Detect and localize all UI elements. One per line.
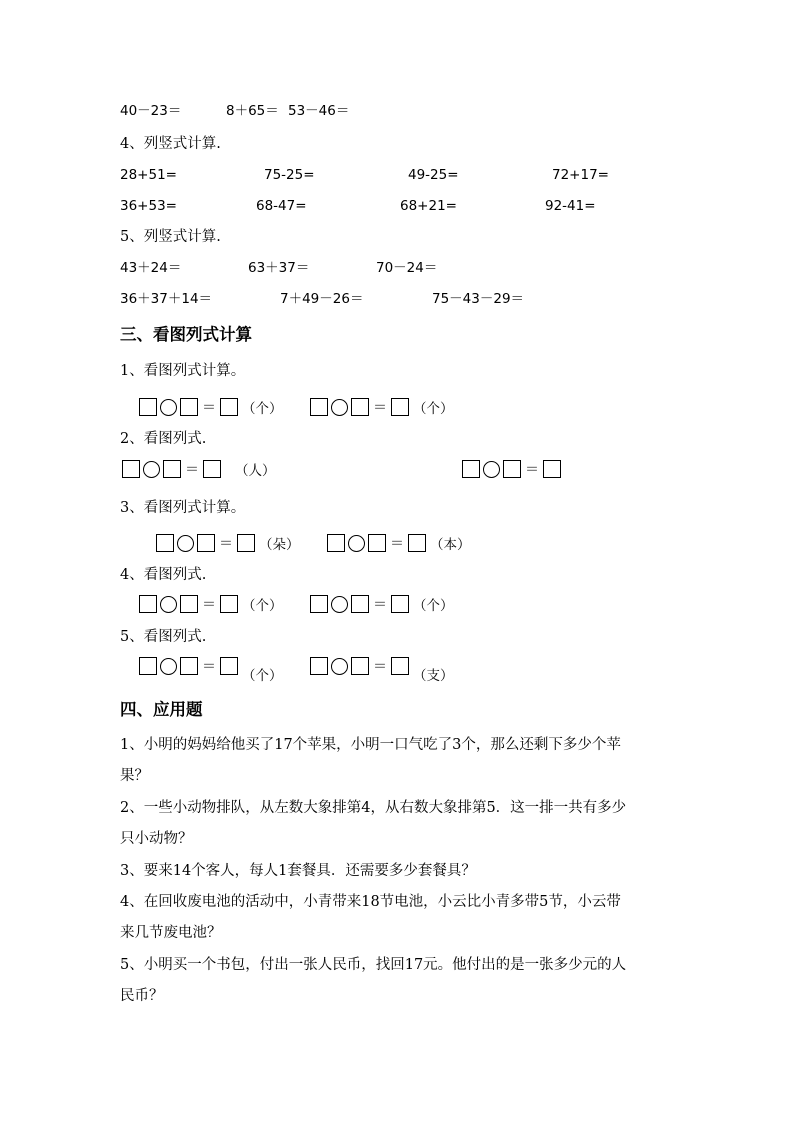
equals-sign: ＝ — [202, 400, 216, 416]
answer-box[interactable] — [310, 657, 328, 675]
operator-circle[interactable] — [160, 658, 177, 675]
unit-label: （个） — [242, 401, 283, 417]
answer-box[interactable] — [237, 534, 255, 552]
s3-item5-eq1 — [139, 655, 283, 684]
operator-circle[interactable] — [331, 399, 348, 416]
s3-item4-eq2 — [310, 593, 454, 615]
unit-label: （人） — [235, 463, 276, 479]
answer-box[interactable] — [310, 398, 328, 416]
s3-item4-eq1 — [139, 593, 283, 615]
s3-item2-eq1 — [122, 458, 276, 480]
s3-item1-eq2 — [310, 396, 454, 418]
problem-line: 3、要来14个客人，每人1套餐具．还需要多少套餐具？ — [120, 863, 476, 879]
equals-sign: ＝ — [185, 462, 199, 478]
s5-r2-c2: 7＋49－26＝ — [280, 291, 364, 307]
answer-box[interactable] — [203, 460, 221, 478]
answer-box[interactable] — [122, 460, 140, 478]
operator-circle[interactable] — [348, 535, 365, 552]
answer-box[interactable] — [351, 398, 369, 416]
s5-r2-c3: 75－43－29＝ — [432, 291, 525, 307]
answer-box[interactable] — [139, 398, 157, 416]
problem-line: 只小动物？ — [120, 831, 193, 847]
s4-r1-c1: 28+51= — [120, 167, 177, 183]
answer-box[interactable] — [220, 398, 238, 416]
s3-item2-eq2 — [462, 458, 561, 480]
expr-top-2: 8＋65＝ — [226, 103, 279, 119]
problem-line: 5、小明买一个书包，付出一张人民币，找回17元。他付出的是一张多少元的人 — [120, 957, 627, 973]
s3-item4-title: 4、看图列式. — [120, 567, 207, 583]
problem-line: 民币？ — [120, 988, 164, 1004]
answer-box[interactable] — [139, 657, 157, 675]
unit-label: （支） — [413, 668, 454, 684]
s5-r2-c1: 36＋37＋14＝ — [120, 291, 213, 307]
s5-title: 5、列竖式计算. — [120, 229, 221, 245]
answer-box[interactable] — [310, 595, 328, 613]
operator-circle[interactable] — [331, 596, 348, 613]
s4-r1-c4: 72+17= — [552, 167, 609, 183]
answer-box[interactable] — [180, 398, 198, 416]
s3-item5-title: 5、看图列式. — [120, 629, 207, 645]
equals-sign: ＝ — [219, 536, 233, 552]
s5-r1-c3: 70－24＝ — [376, 260, 438, 276]
s5-r1-c2: 63＋37＝ — [248, 260, 310, 276]
answer-box[interactable] — [368, 534, 386, 552]
answer-box[interactable] — [503, 460, 521, 478]
answer-box[interactable] — [462, 460, 480, 478]
problem-line: 2、一些小动物排队，从左数大象排第4，从右数大象排第5．这一排一共有多少 — [120, 800, 627, 816]
equals-sign: ＝ — [373, 400, 387, 416]
unit-label: （本） — [430, 537, 471, 553]
s4-title: 4、列竖式计算. — [120, 136, 221, 152]
s4-r2-c3: 68+21= — [400, 198, 457, 214]
s4-r1-c2: 75-25= — [264, 167, 315, 183]
s3-item3-title: 3、看图列式计算。 — [120, 500, 246, 516]
problem-line: 4、在回收废电池的活动中，小青带来18节电池，小云比小青多带5节，小云带 — [120, 894, 621, 910]
s3-item3-eq2 — [327, 532, 471, 554]
s3-item1-eq1 — [139, 396, 283, 418]
answer-box[interactable] — [220, 657, 238, 675]
problem-line: 果？ — [120, 768, 149, 784]
s4-r2-c4: 92-41= — [545, 198, 596, 214]
equals-sign: ＝ — [373, 597, 387, 613]
answer-box[interactable] — [139, 595, 157, 613]
answer-box[interactable] — [220, 595, 238, 613]
s3-item2-title: 2、看图列式. — [120, 431, 207, 447]
answer-box[interactable] — [180, 657, 198, 675]
equals-sign: ＝ — [525, 462, 539, 478]
s3-item3-eq1 — [156, 532, 300, 554]
answer-box[interactable] — [180, 595, 198, 613]
unit-label: （个） — [242, 598, 283, 614]
expr-top-1: 40－23＝ — [120, 103, 182, 119]
unit-label: （个） — [413, 598, 454, 614]
answer-box[interactable] — [327, 534, 345, 552]
unit-label: （个） — [413, 401, 454, 417]
operator-circle[interactable] — [331, 658, 348, 675]
operator-circle[interactable] — [177, 535, 194, 552]
s4-r1-c3: 49-25= — [408, 167, 459, 183]
s3-item5-eq2 — [310, 655, 454, 684]
problem-line: 1、小明的妈妈给他买了17个苹果，小明一口气吃了3个，那么还剩下多少个苹 — [120, 737, 621, 753]
operator-circle[interactable] — [143, 461, 160, 478]
operator-circle[interactable] — [160, 596, 177, 613]
answer-box[interactable] — [408, 534, 426, 552]
answer-box[interactable] — [391, 595, 409, 613]
s5-r1-c1: 43＋24＝ — [120, 260, 182, 276]
operator-circle[interactable] — [160, 399, 177, 416]
section3-heading: 三、看图列式计算 — [120, 325, 252, 344]
section4-heading: 四、应用题 — [120, 700, 203, 719]
answer-box[interactable] — [351, 657, 369, 675]
answer-box[interactable] — [351, 595, 369, 613]
s4-r2-c1: 36+53= — [120, 198, 177, 214]
answer-box[interactable] — [156, 534, 174, 552]
answer-box[interactable] — [197, 534, 215, 552]
equals-sign: ＝ — [202, 597, 216, 613]
answer-box[interactable] — [543, 460, 561, 478]
equals-sign: ＝ — [202, 659, 216, 675]
problem-line: 来几节废电池？ — [120, 925, 222, 941]
answer-box[interactable] — [391, 398, 409, 416]
unit-label: （个） — [242, 668, 283, 684]
answer-box[interactable] — [163, 460, 181, 478]
unit-label: （朵） — [259, 537, 300, 553]
s4-r2-c2: 68-47= — [256, 198, 307, 214]
equals-sign: ＝ — [373, 659, 387, 675]
equals-sign: ＝ — [390, 536, 404, 552]
operator-circle[interactable] — [483, 461, 500, 478]
answer-box[interactable] — [391, 657, 409, 675]
s3-item1-title: 1、看图列式计算。 — [120, 363, 246, 379]
expr-top-3: 53－46＝ — [288, 103, 350, 119]
